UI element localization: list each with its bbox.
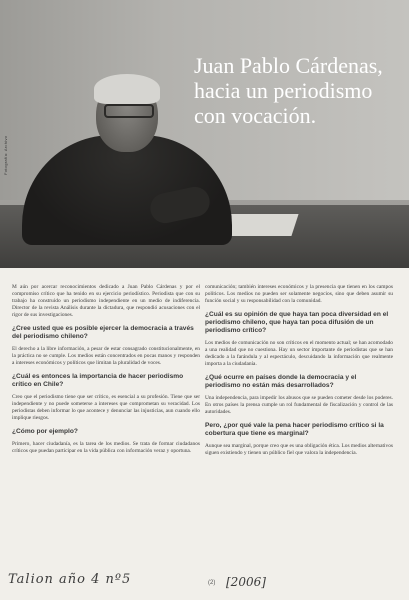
body-paragraph: El derecho a la libre información, a pesar de estar consagrado constitucionalmente, en la práctica no se cumple. Los medios están concentrados en pocas manos y responden a intereses económicos y políticos que limitan la pluralidad de voces. [12,346,200,366]
body-paragraph: Una independencia, para impedir los abusos que se pueden cometer desde los poderes. En otros países la prensa cumple un rol fundamental de fiscalización y control de las autoridades. [205,395,393,415]
handwritten-year-note: [2006] [226,575,266,589]
title-line-3: con vocación. [194,102,317,128]
body-paragraph: Creo que el periodismo tiene que ser crítico, es esencial a su profesión. Tiene que ser independiente y no puede someterse a intereses que comprometan su veracidad. Los periodistas deben informar lo que acontece y denunciar las injusticias, aun cuando ello implique riesgos. [12,394,200,421]
interview-question: ¿Cree usted que es posible ejercer la democracia a través del periodismo chileno? [12,325,194,340]
interview-question: ¿Cuál es su opinión de que haya tan poca diversidad en el periodismo chileno, que haya tan poca difusión de un periodismo crítico? [205,311,389,334]
left-text-column [12,284,200,461]
article-title [194,53,404,128]
body-paragraph: M aún por acercar reconocimientos dedicado a Juan Pablo Cárdenas y por el compromiso crítico que ha tenido en su ejercicio periodístico. Periodista que con su trabajo ha construido un periodismo independiente en un medio de indiferencia. Director de la revista Análisis durante la dictadura, que respondió acusaciones con el rigor de sus investigaciones. [12,284,200,318]
interview-question: ¿Cómo por ejemplo? [12,428,78,435]
interview-question: ¿Qué ocurre en países donde la democracia y el periodismo no están más desarrollados? [205,374,357,389]
interview-question: ¿Cuál es entonces la importancia de hacer periodismo crítico en Chile? [12,373,184,388]
photo-person-glasses [104,104,154,118]
body-paragraph: comunicación; también intereses económicos y la presencia que tienen en los campos políticos. Los medios no pueden ser solamente negocios, sino que deben asumir su función social y su responsabilidad con la comunidad. [205,284,393,304]
title-line-2: hacia un periodismo [194,77,373,103]
body-paragraph: Primero, hacer ciudadanía, es la tarea de los medios. Se trata de formar ciudadanos críticos que puedan participar en la vida pública con información veraz y oportuna. [12,441,200,454]
handwritten-source-note: Talion año 4 nº5 [8,572,132,587]
body-paragraph: Los medios de comunicación no son críticos en el momento actual; se han acomodado a una realidad que no cuestiona. Hay un sector importante de periodistas que se han dedicado a la farándula y al espectáculo, descuidando la información que realmente importa a la ciudadanía. [205,340,393,367]
title-line-1: Juan Pablo Cárdenas, [194,52,383,78]
portrait-photo [0,0,409,268]
page-number: (2) [208,580,216,586]
interview-question: Pero, ¿por qué vale la pena hacer periodismo crítico si la cobertura que tiene es marginal? [205,422,384,437]
right-text-column [205,284,393,463]
body-paragraph: Aunque sea marginal, porque creo que es una obligación ética. Los medios alternativos siguen existiendo y tienen un público fiel que valora la independencia. [205,443,393,456]
photo-credit: Fotografía: Archivo [3,135,8,175]
photo-person-hair [94,74,160,104]
